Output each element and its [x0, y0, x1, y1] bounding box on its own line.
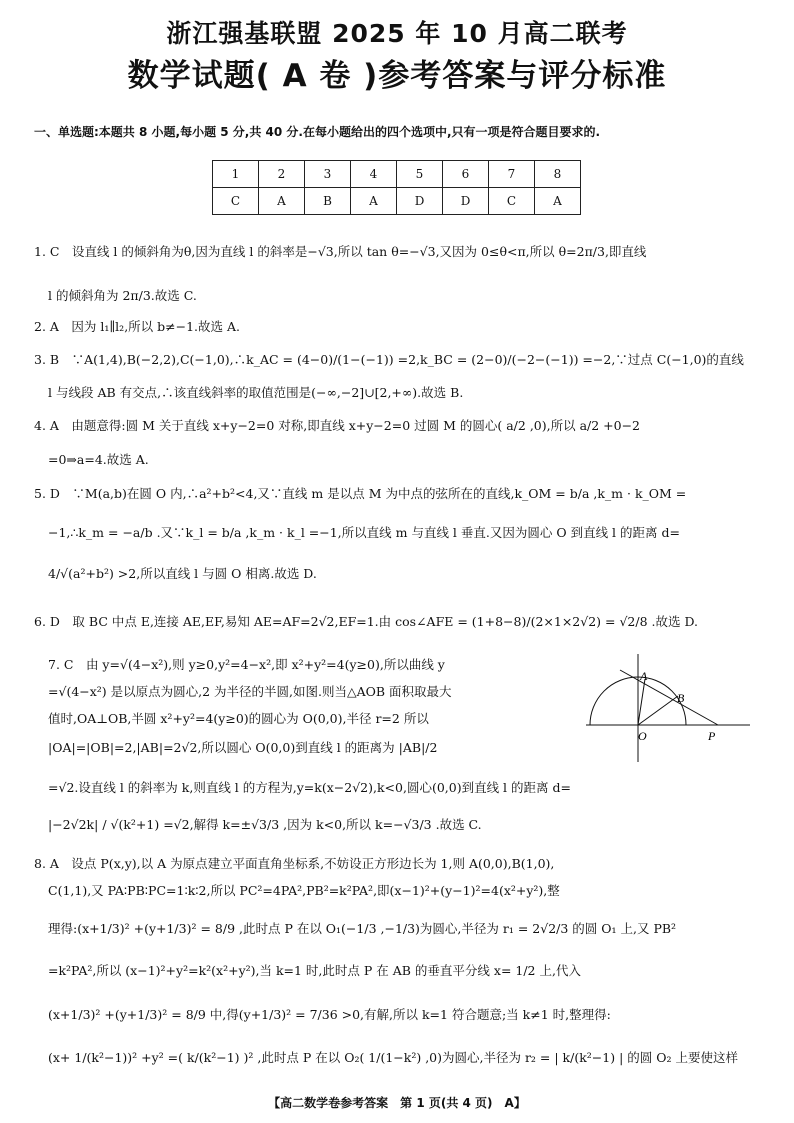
page-footer: 【高二数学卷参考答案 第 1 页(共 4 页) A】	[268, 1096, 526, 1110]
label-o: O	[638, 729, 647, 743]
solution-3-line-1: 3. B ∵A(1,4),B(−2,2),C(−1,0),∴k_AC = (4−0)/(1−(−1)) =2,k_BC = (2−0)/(−2−(−1)) =−2,∵过点 C(−1,0)的直线	[34, 352, 744, 367]
label-a: A	[640, 669, 648, 683]
section-heading: 一、单选题:本题共 8 小题,每小题 5 分,共 40 分.在每小题给出的四个选项中,只有一项是符合题目要求的.	[34, 125, 601, 139]
solution-7-line-2: =√(4−x²) 是以原点为圆心,2 为半径的半圆,如图.则当△AOB 面积取最大	[48, 684, 452, 699]
table-cell: D	[397, 188, 443, 215]
solution-5-line-2: −1,∴k_m = −a/b .又∵k_l = b/a ,k_m · k_l =−1,所以直线 m 与直线 l 垂直.又因为圆心 O 到直线 l 的距离 d=	[48, 525, 680, 540]
table-cell: A	[259, 188, 305, 215]
line-l	[620, 670, 718, 725]
segment-oa	[638, 679, 645, 725]
solution-5-line-3: 4/√(a²+b²) >2,所以直线 l 与圆 O 相离.故选 D.	[48, 566, 317, 581]
answer-table	[212, 160, 581, 215]
solution-1-line-2: l 的倾斜角为 2π/3.故选 C.	[48, 288, 197, 303]
table-cell: 4	[351, 161, 397, 188]
solution-8-line-5: (x+1/3)² +(y+1/3)² = 8/9 中,得(y+1/3)² = 7/36 >0,有解,所以 k=1 符合题意;当 k≠1 时,整理得:	[48, 1007, 611, 1022]
table-cell: 2	[259, 161, 305, 188]
solution-7-line-6: |−2√2k| / √(k²+1) =√2,解得 k=±√3/3 ,因为 k<0,所以 k=−√3/3 .故选 C.	[48, 817, 482, 832]
solution-6: 6. D 取 BC 中点 E,连接 AE,EF,易知 AE=AF=2√2,EF=1.由 cos∠AFE = (1+8−8)/(2×1×2√2) = √2/8 .故选 D.	[34, 614, 699, 629]
table-cell: A	[535, 188, 581, 215]
answer-key-title: 数学试题( A 卷 )参考答案与评分标准	[127, 58, 667, 94]
exam-title: 浙江强基联盟 2025 年 10 月高二联考	[166, 19, 628, 48]
solution-7-line-1: 7. C 由 y=√(4−x²),则 y≥0,y²=4−x²,即 x²+y²=4(y≥0),所以曲线 y	[48, 657, 445, 672]
solution-5-line-1: 5. D ∵M(a,b)在圆 O 内,∴a²+b²<4,又∵直线 m 是以点 M 为中点的弦所在的直线,k_OM = b/a ,k_m · k_OM =	[34, 486, 687, 501]
table-cell: 3	[305, 161, 351, 188]
solution-1-line-1: 1. C 设直线 l 的倾斜角为θ,因为直线 l 的斜率是−√3,所以 tan θ=−√3,又因为 0≤θ<π,所以 θ=2π/3,即直线	[34, 244, 647, 259]
table-cell: 1	[213, 161, 259, 188]
solution-8-line-1: 8. A 设点 P(x,y),以 A 为原点建立平面直角坐标系,不妨设正方形边长为 1,则 A(0,0),B(1,0),	[34, 856, 555, 871]
table-cell: C	[489, 188, 535, 215]
solution-4-line-2: =0⇒a=4.故选 A.	[48, 452, 149, 467]
solution-7-line-3: 值时,OA⊥OB,半圆 x²+y²=4(y≥0)的圆心为 O(0,0),半径 r=2 所以	[48, 711, 429, 726]
table-cell: B	[305, 188, 351, 215]
table-cell: D	[443, 188, 489, 215]
solution-8-line-4: =k²PA²,所以 (x−1)²+y²=k²(x²+y²),当 k=1 时,此时点 P 在 AB 的垂直平分线 x= 1/2 上,代入	[48, 963, 581, 978]
table-cell: 8	[535, 161, 581, 188]
segment-ob	[638, 696, 678, 725]
label-p: P	[708, 729, 716, 743]
solution-7-line-5: =√2.设直线 l 的斜率为 k,则直线 l 的方程为,y=k(x−2√2),k<0,圆心(0,0)到直线 l 的距离 d=	[48, 780, 571, 795]
answer-table-row-answers	[213, 188, 581, 215]
semicircle-figure	[578, 652, 753, 767]
answer-table-row-numbers	[213, 161, 581, 188]
solution-2: 2. A 因为 l₁∥l₂,所以 b≠−1.故选 A.	[34, 319, 240, 334]
table-cell: 7	[489, 161, 535, 188]
solution-3-line-2: l 与线段 AB 有交点,∴该直线斜率的取值范围是(−∞,−2]∪[2,+∞).故选 B.	[48, 385, 464, 400]
solution-4-line-1: 4. A 由题意得:圆 M 关于直线 x+y−2=0 对称,即直线 x+y−2=0 过圆 M 的圆心( a/2 ,0),所以 a/2 +0−2	[34, 418, 641, 433]
table-cell: 5	[397, 161, 443, 188]
solution-8-line-6: (x+ 1/(k²−1))² +y² =( k/(k²−1) )² ,此时点 P 在以 O₂( 1/(1−k²) ,0)为圆心,半径为 r₂ = | k/(k²−1) | 的圆 O₂ 上要使这样	[48, 1050, 738, 1065]
table-cell: A	[351, 188, 397, 215]
solution-8-line-2: C(1,1),又 PA∶PB∶PC=1∶k∶2,所以 PC²=4PA²,PB²=k²PA²,即(x−1)²+(y−1)²=4(x²+y²),整	[48, 883, 560, 898]
table-cell: C	[213, 188, 259, 215]
label-b: B	[677, 691, 685, 705]
solution-8-line-3: 理得:(x+1/3)² +(y+1/3)² = 8/9 ,此时点 P 在以 O₁(−1/3 ,−1/3)为圆心,半径为 r₁ = 2√2/3 的圆 O₁ 上,又 PB²	[48, 921, 677, 936]
solution-7-line-4: |OA|=|OB|=2,|AB|=2√2,所以圆心 O(0,0)到直线 l 的距离为 |AB|/2	[48, 740, 438, 755]
table-cell: 6	[443, 161, 489, 188]
